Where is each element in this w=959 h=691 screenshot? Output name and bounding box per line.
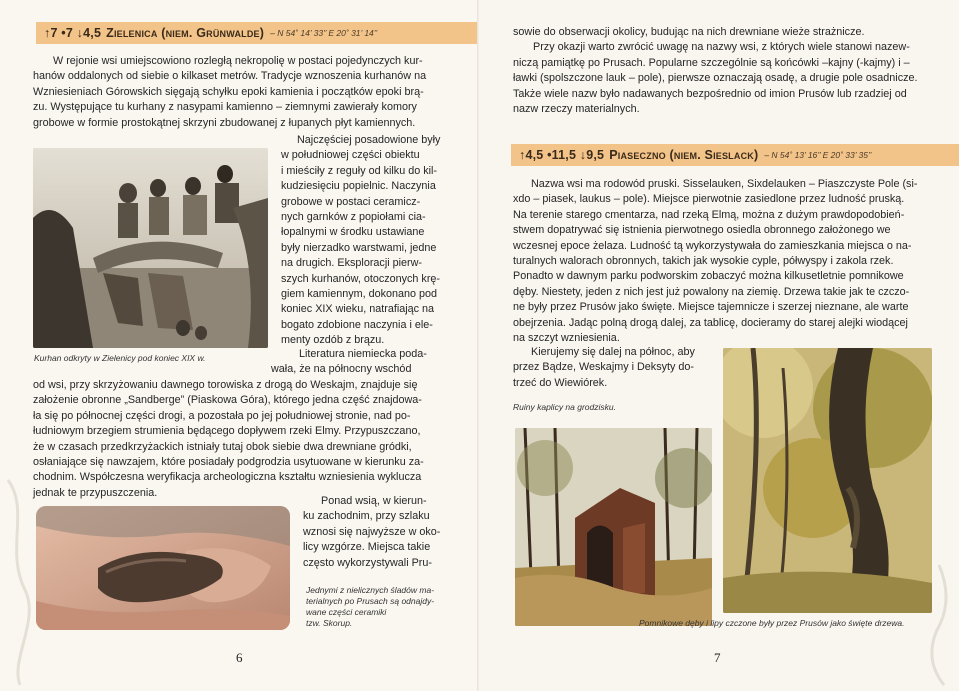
column-line: na drugich. Eksploracji pierw- bbox=[281, 257, 423, 270]
column-line: giem kamiennym, dokonano pod bbox=[281, 288, 438, 301]
oak-trees-photo bbox=[723, 348, 932, 613]
section-header-piaseczno bbox=[511, 144, 959, 166]
oak-trees-caption: Pomnikowe dęby i lipy czczone były przez Prusów jako święte drzewa. bbox=[639, 618, 905, 628]
body-line: xdo – piasek, laukus – pole). Miejsce pierwotnie zasiedlone przez ludność pruską. bbox=[513, 193, 905, 206]
chapel-ruins-photo bbox=[515, 428, 712, 626]
body-line: wczesnej epoce żelaza. Ludność tą wykorzystywała do zamieszkania miejsca o na- bbox=[513, 239, 912, 252]
ceramic-shard-photo bbox=[36, 506, 290, 630]
column-line: w południowej części obiektu bbox=[281, 149, 420, 162]
literature-lines bbox=[271, 347, 449, 378]
header-title: Zielenica (niem. Grünwalde) bbox=[106, 26, 265, 40]
ruins-photo-caption: Ruiny kaplicy na grodzisku. bbox=[513, 402, 616, 412]
intro-line: zu. Występujące tu kurhany z nasypami kamienno – ziemnymi zawierały komory bbox=[33, 101, 417, 114]
intro-line: W rejonie wsi umiejscowiono rozległą nekropolię w postaci pojedynczych kur- bbox=[53, 55, 423, 67]
ponad-line: Ponad wsią, w kierun- bbox=[321, 495, 427, 507]
column-line: koniec XIX wieku, natrafiając na bbox=[281, 303, 435, 316]
column-line: menty ozdób z brązu. bbox=[281, 334, 385, 347]
body-line: łudniowym brzegiem strumienia będącego dopływem rzeki Elmy. Przypuszczano, bbox=[33, 425, 421, 438]
body-line: jednak te przypuszczenia. bbox=[33, 486, 158, 499]
body-line: stwem dopatrywać się istnienia pierwotnego osiedla obronnego założonego we bbox=[513, 224, 891, 237]
kurhan-photo-drawing bbox=[33, 148, 268, 348]
caption-line: tzw. Skorup. bbox=[306, 618, 353, 628]
column-line: Najczęściej posadowione były bbox=[297, 134, 441, 146]
kierunek-line: trzeć do Wiewiórek. bbox=[513, 376, 608, 389]
ponad-paragraph bbox=[303, 494, 448, 571]
body-line: turalnych walorach obronnych, takich jak wysokie cyple, półwyspy i zakola rzek. bbox=[513, 255, 894, 268]
top-line: niczą pamiątkę po Prusach. Popularne szczególnie są końcówki –kajny (-kajmy) i – bbox=[513, 56, 910, 69]
oak-trees-drawing bbox=[723, 348, 932, 613]
page-number-left: 6 bbox=[236, 650, 243, 665]
top-line: ławki (spolszczone lauk – pole), pierwsze oznaczają osadę, a drugie pole osadnicze. bbox=[513, 72, 918, 85]
header-coordinates: – N 54˚ 13’ 16’’ E 20˚ 33’ 35’’ bbox=[764, 150, 872, 160]
column-line: bogato zdobione naczynia i ele- bbox=[281, 318, 433, 331]
kierunek-paragraph bbox=[513, 345, 718, 391]
body-line: chodnim. Współczesna weryfikacja archeologiczna kształtu wzniesienia wyklucza bbox=[33, 471, 422, 484]
header-marks: ↑4,5 •11,5 ↓9,5 bbox=[519, 148, 605, 162]
column-line: łopalnymi w środku ustawiane bbox=[281, 226, 425, 239]
background-ornament-left bbox=[0, 470, 40, 690]
intro-line: grobowe w formie prostokątnej skrzyni zbudowanej z łupanych płyt kamiennych. bbox=[33, 116, 416, 129]
caption-line: terialnych po Prusach są odnajdy- bbox=[306, 596, 435, 606]
kierunek-line: Kierujemy się dalej na północ, aby bbox=[531, 346, 695, 358]
body-line: dęby. Niestety, jeden z nich jest już powalony na ziemię. Drzewa takie jak te czczo- bbox=[513, 285, 910, 298]
page-number-right: 7 bbox=[714, 650, 721, 665]
kierunek-line: przez Bądze, Weskajmy i Deksyty do- bbox=[513, 361, 695, 374]
top-line: Także wiele nazw było nadawanych bezpośrednio od imion Prusów lub rzadziej od bbox=[513, 87, 907, 100]
top-line: sowie do obserwacji okolicy, budując na nich drewniane wieże strażnicze. bbox=[513, 26, 865, 38]
literature-line: Literatura niemiecka poda- bbox=[299, 348, 427, 360]
ceramic-shard-drawing bbox=[36, 506, 290, 630]
ponad-line: wznosi się najwyższe w oko- bbox=[303, 525, 441, 538]
body-line: Nazwa wsi ma rodowód pruski. Sisselauken, Sixdelauken – Piaszczyste Pole (si- bbox=[531, 178, 918, 190]
top-line: Przy okazji warto zwrócić uwagę na nazwy wsi, z których wiele stanowi nazew- bbox=[533, 41, 910, 54]
ponad-line: licy wzgórze. Miejsca takie bbox=[303, 541, 431, 554]
chapel-ruins-drawing bbox=[515, 428, 712, 626]
intro-line: hanów oddalonych od siebie o kilkaset metrów. Tradycje wznoszenia kurhanów na bbox=[33, 70, 427, 83]
top-line: nazw rzeczy materialnych. bbox=[513, 103, 640, 116]
body-line: Ponadto w dawnym parku podworskim zobaczyć można kilkusetletnie pomnikowe bbox=[513, 270, 904, 283]
literature-line: wała, że na północny wschód bbox=[271, 363, 412, 376]
kurhan-photo-caption: Kurhan odkryty w Zielenicy pod koniec XIX w. bbox=[34, 353, 206, 363]
piaseczno-paragraph bbox=[513, 177, 933, 346]
body-line: Na terenie starego cmentarza, nad rzeką Elmą, można z dużym prawdopodobień- bbox=[513, 208, 905, 221]
intro-paragraph bbox=[33, 54, 465, 131]
column-line: były nierzadko warstwami, jedne bbox=[281, 241, 437, 254]
header-coordinates: – N 54˚ 14’ 33’’ E 20˚ 31’ 14’’ bbox=[270, 28, 378, 38]
header-marks: ↑7 •7 ↓4,5 bbox=[44, 26, 102, 40]
kurhan-photo bbox=[33, 148, 268, 348]
column-line: kudziesięciu popielnic. Naczynia bbox=[281, 180, 436, 193]
ceramic-photo-caption bbox=[306, 585, 466, 629]
right-page bbox=[479, 0, 959, 691]
body-line: ła się po północnej części drogi, a pozostała po jej południowej stronie, nad po- bbox=[33, 409, 411, 422]
intro-line: Wzniesieniach Górowskich sięgają schyłku epoki kamienia i początków epoki brą- bbox=[33, 85, 424, 98]
prusy-paragraph bbox=[513, 25, 933, 117]
body-line: od wsi, przy skrzyżowaniu dawnego torowiska z drogą do Weskajm, znajduje się bbox=[33, 379, 418, 391]
column-line: nych garnków z popiołami cia- bbox=[281, 211, 426, 224]
header-title: Piaseczno (niem. Sieslack) bbox=[609, 148, 759, 162]
ponad-line: często wykorzystywali Pru- bbox=[303, 556, 432, 569]
caption-line: wane części ceramiki bbox=[306, 607, 387, 617]
body-line: osłaniające się nawzajem, które posiadały podgrodzia usytuowane w kierunku za- bbox=[33, 456, 424, 469]
left-page bbox=[0, 0, 479, 691]
body-line: założenie obronne „Sandberge” (Piaskowa Góra), którego jedna część znajdowa- bbox=[33, 394, 422, 407]
section-header-zielenica bbox=[36, 22, 479, 44]
caption-line: Jednymi z nielicznych śladów ma- bbox=[306, 585, 435, 595]
burial-column bbox=[281, 133, 447, 349]
ponad-line: ku zachodnim, przy szlaku bbox=[303, 510, 430, 523]
column-line: grobowe w postaci ceramicz- bbox=[281, 195, 421, 208]
sandberge-paragraph bbox=[33, 378, 473, 501]
body-line: obejrzenia. Jadąc polną drogą dalej, za tablicę, docieramy do starej alejki wiodącej bbox=[513, 316, 908, 329]
column-line: i mieściły z reguły od kilku do kil- bbox=[281, 164, 438, 177]
body-line: na szczyt wzniesienia. bbox=[513, 332, 620, 345]
column-line: szych kurhanów, otoczonych krę- bbox=[281, 272, 441, 285]
body-line: że w czasach przedkrzyżackich istniały tutaj obok siebie dwa drewniane gródki, bbox=[33, 440, 412, 453]
body-line: ne były przez Prusów jako święte. Miejsce tajemnicze i szerzej nieznane, ale warte bbox=[513, 301, 909, 314]
